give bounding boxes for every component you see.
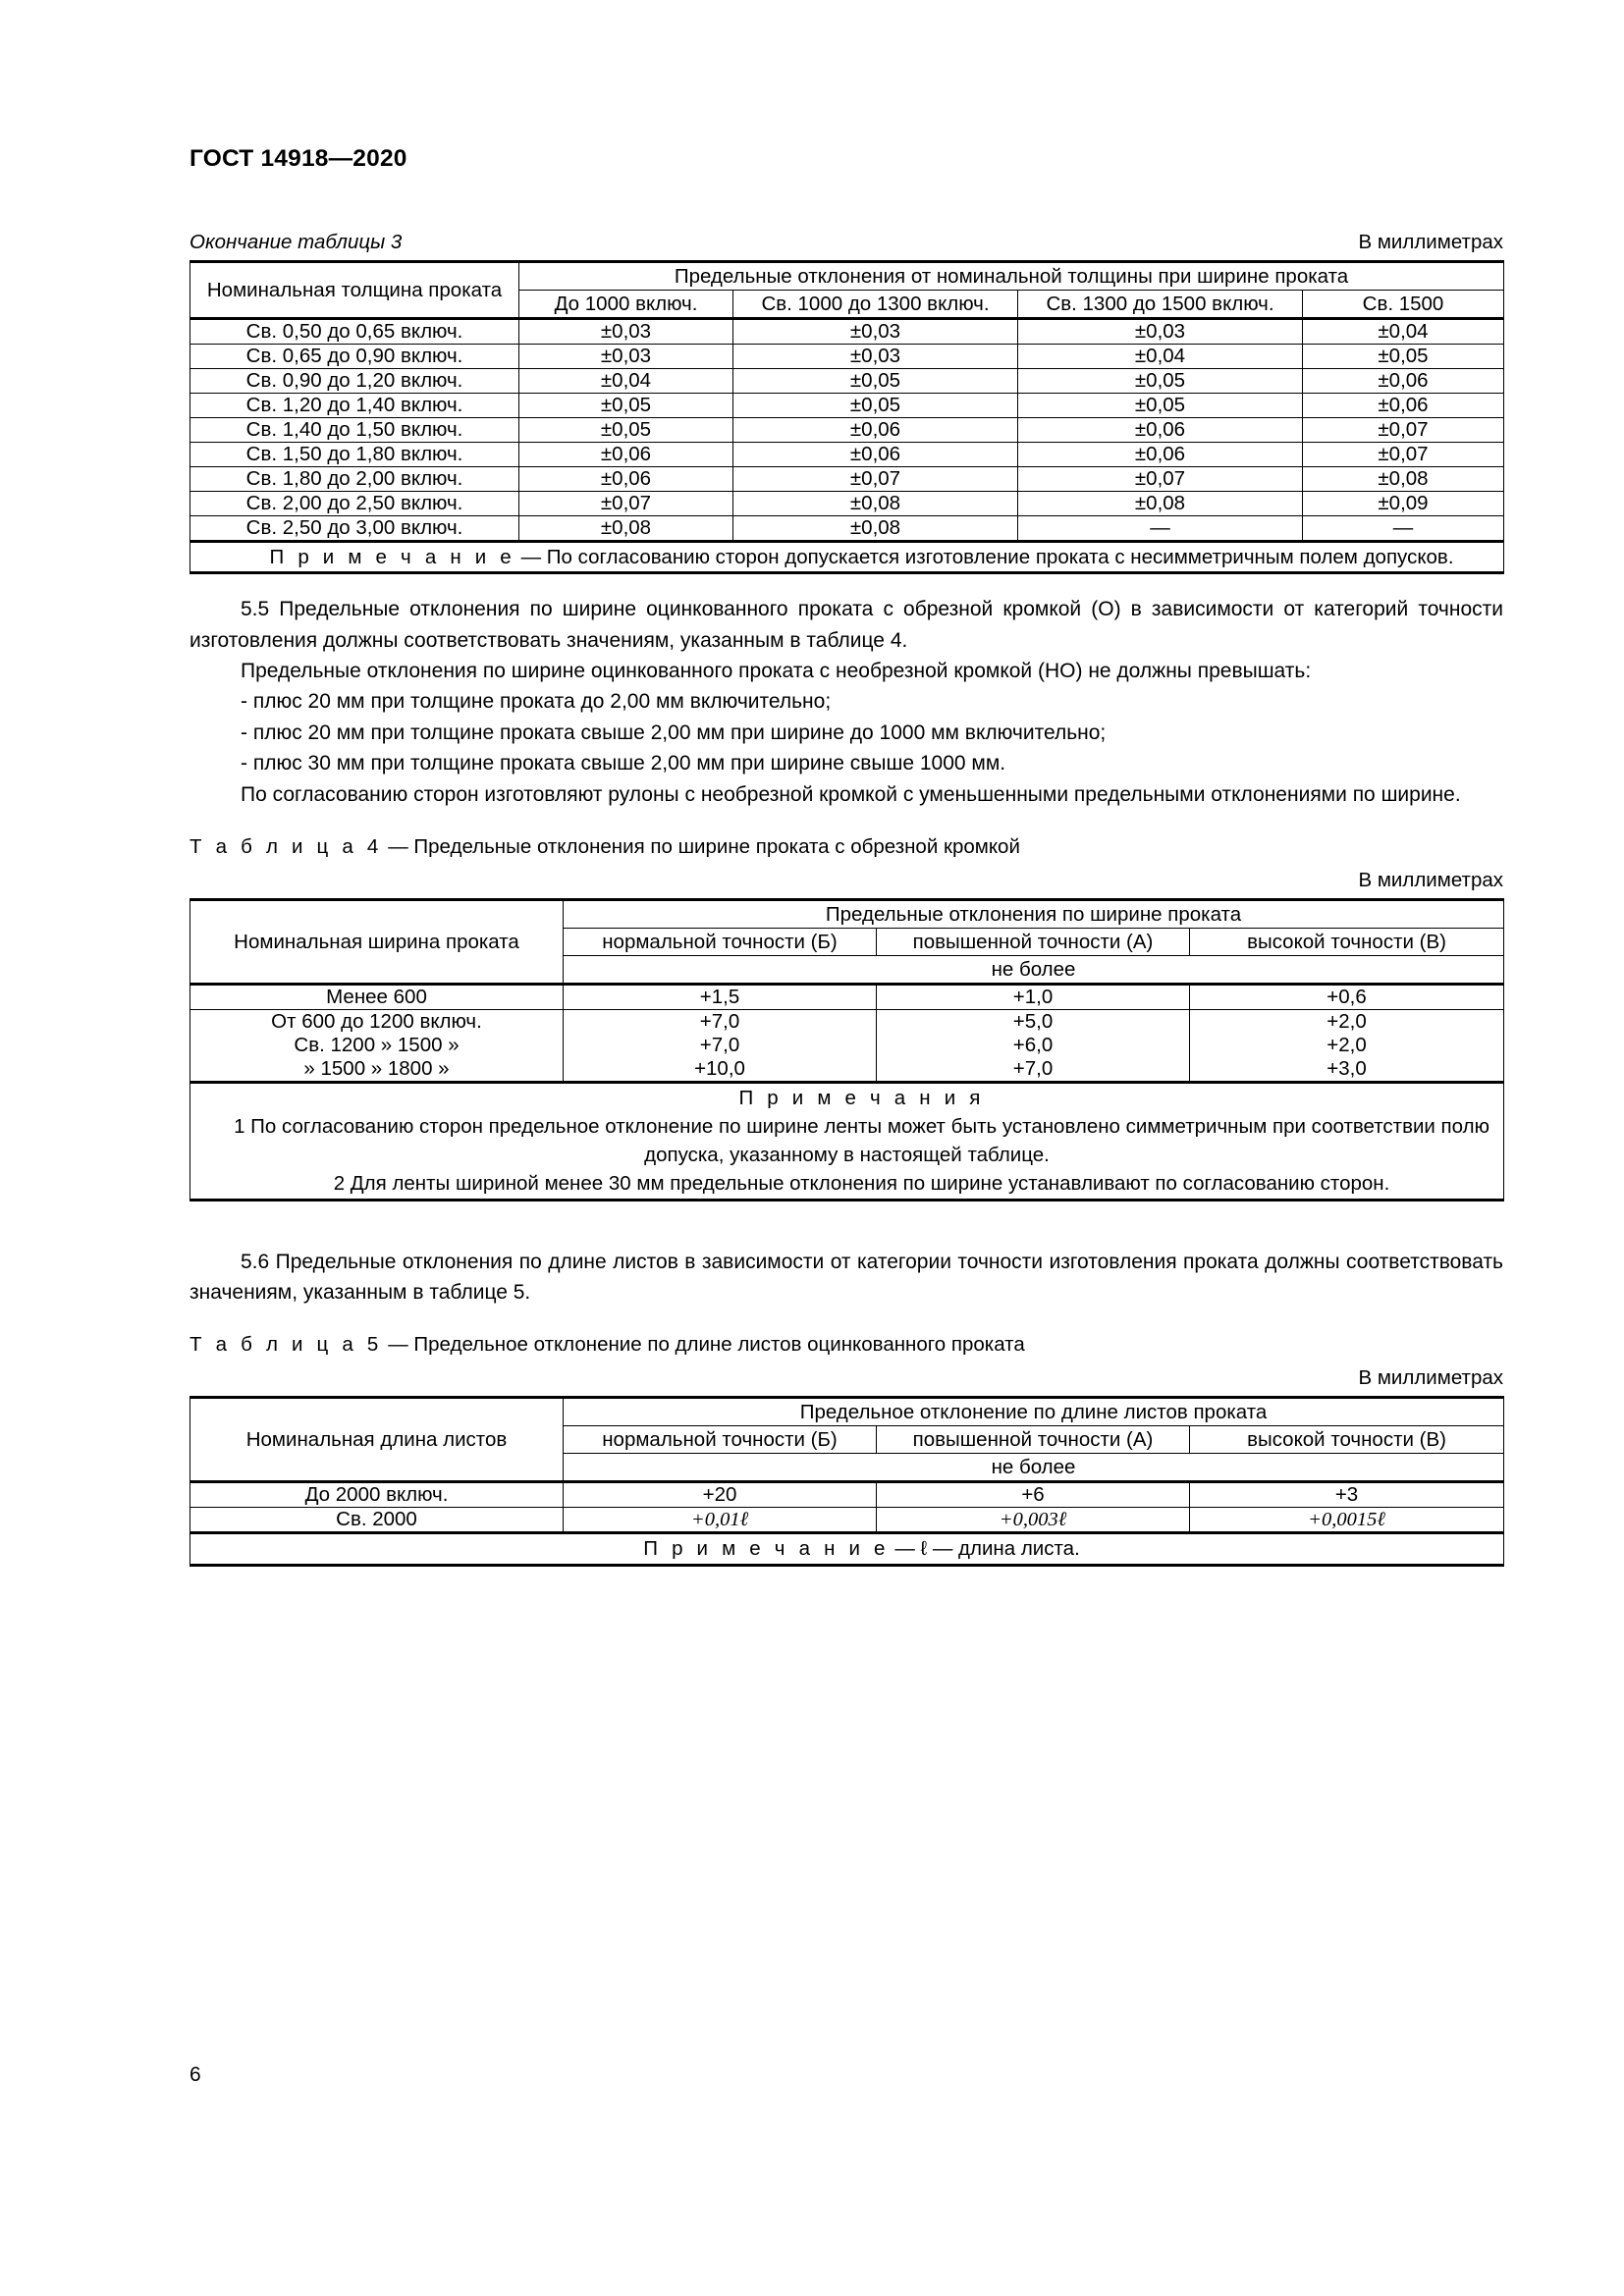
table5-wrapper <box>189 1396 1503 1566</box>
table4-caption <box>189 835 1503 859</box>
table-row <box>190 443 1504 467</box>
table-row <box>190 467 1504 492</box>
table3-row-label: Св. 0,90 до 1,20 включ. <box>190 369 519 394</box>
table5-row-label: Св. 2000 <box>190 1508 564 1533</box>
table3-cell: ±0,03 <box>733 319 1018 345</box>
list-item: - плюс 20 мм при толщине проката до 2,00 мм включительно; <box>241 690 832 714</box>
table-row <box>190 418 1504 443</box>
table4-cell: +0,6 <box>1190 985 1504 1010</box>
table3-cell: ±0,03 <box>1018 319 1303 345</box>
paragraph-5-6-text: 5.6 Предельные отклонения по длине листов в зависимости от категории точности изготовления проката должны соответствовать значениям, указанным в таблице 5. <box>189 1250 1503 1304</box>
table4-notes-row <box>190 1083 1504 1200</box>
paragraph-5-5-2 <box>189 656 1503 686</box>
table3-subheader: Св. 1000 до 1300 включ. <box>733 291 1018 319</box>
table3-cell: ±0,06 <box>733 443 1018 467</box>
paragraph-5-5 <box>189 594 1503 656</box>
table3-caption-row <box>189 231 1503 254</box>
table4-caption-text: — Предельные отклонения по ширине проката с обрезной кромкой <box>382 834 1020 858</box>
notes-label: П р и м е ч а н и я <box>738 1087 985 1110</box>
table-row <box>190 369 1504 394</box>
table3-subheader: Св. 1500 <box>1303 291 1504 319</box>
table3-wrapper <box>189 260 1503 574</box>
table4-header-row-1 <box>190 899 1504 928</box>
note-1: 1 По согласованию сторон предельное отклонение по ширине ленты может быть установлено симметричным при соответствии полю допуска, указанному в настоящей таблице. <box>234 1115 1489 1167</box>
table5-cell: +20 <box>564 1482 877 1508</box>
spacer <box>189 1201 1503 1247</box>
table3-cell: ±0,08 <box>1018 492 1303 516</box>
table3-cell: ±0,06 <box>519 467 733 492</box>
note-text: — ℓ — длина листа. <box>889 1537 1080 1561</box>
table3-cell: ±0,08 <box>733 516 1018 542</box>
table3-note-row <box>190 542 1504 573</box>
table4-caption-label: Т а б л и ц а 4 <box>189 834 383 858</box>
table4-cell: +1,5 <box>564 985 877 1010</box>
table3-subheader: До 1000 включ. <box>519 291 733 319</box>
table3-cell: ±0,06 <box>1018 443 1303 467</box>
table4-cell: +7,0 <box>564 1010 877 1035</box>
page-number: 6 <box>189 2063 201 2086</box>
table3-col1-header: Номинальная толщина проката <box>190 262 519 319</box>
table3-units: В миллиметрах <box>1358 231 1503 253</box>
table3-cell: ±0,04 <box>1303 319 1504 345</box>
table4-cell: +2,0 <box>1190 1034 1504 1057</box>
table4-cell: +7,0 <box>564 1034 877 1057</box>
note-label: П р и м е ч а н и е <box>643 1537 890 1561</box>
table3-subheader: Св. 1300 до 1500 включ. <box>1018 291 1303 319</box>
table3-caption: Окончание таблицы 3 <box>189 231 403 253</box>
table3-cell: ±0,08 <box>1303 467 1504 492</box>
table-row <box>190 1010 1504 1035</box>
table-row <box>190 1057 1504 1083</box>
table3-cell: ±0,05 <box>1018 369 1303 394</box>
table3-row-label: Св. 0,65 до 0,90 включ. <box>190 345 519 369</box>
table5-cell: +0,0015ℓ <box>1190 1508 1504 1533</box>
table4-wrapper <box>189 898 1503 1201</box>
table5-subheader: нормальной точности (Б) <box>564 1426 877 1454</box>
table5-caption <box>189 1333 1503 1357</box>
table3-row-label: Св. 2,50 до 3,00 включ. <box>190 516 519 542</box>
table5-limit-header: не более <box>564 1454 1504 1482</box>
table4-cell: +1,0 <box>877 985 1190 1010</box>
table4-subheader: повышенной точности (А) <box>877 928 1190 955</box>
table4-col1-header: Номинальная ширина проката <box>190 899 564 984</box>
table5-row-label: До 2000 включ. <box>190 1482 564 1508</box>
table3-cell: ±0,05 <box>1303 345 1504 369</box>
table4-row-label: От 600 до 1200 включ. <box>190 1010 564 1035</box>
table3-note <box>190 542 1504 573</box>
table3-row-label: Св. 1,20 до 1,40 включ. <box>190 394 519 418</box>
table3-cell: ±0,04 <box>1018 345 1303 369</box>
list-item: - плюс 30 мм при толщине проката свыше 2,00 мм при ширине свыше 1000 мм. <box>241 752 1006 775</box>
table3-cell: ±0,07 <box>733 467 1018 492</box>
table3-cell: ±0,03 <box>519 319 733 345</box>
table3-header-row-1 <box>190 262 1504 291</box>
table4-cell: +10,0 <box>564 1057 877 1083</box>
table5-note <box>190 1533 1504 1565</box>
table3-cell: ±0,03 <box>733 345 1018 369</box>
paragraph-5-5-3-text: По согласованию сторон изготовляют рулоны с необрезной кромкой с уменьшенными предельными отклонениями по ширине. <box>241 782 1461 806</box>
table5-span-header: Предельное отклонение по длине листов проката <box>564 1398 1504 1426</box>
table3-cell: ±0,05 <box>1018 394 1303 418</box>
table-row <box>190 492 1504 516</box>
table3-cell: — <box>1018 516 1303 542</box>
table4-cell: +2,0 <box>1190 1010 1504 1035</box>
paragraph-5-5-text: 5.5 Предельные отклонения по ширине оцинкованного проката с обрезной кромкой (О) в зависимости от категорий точности изготовления должны соответствовать значениям, указанным в таблице 4. <box>189 598 1503 652</box>
table-4 <box>189 898 1504 1201</box>
table5-cell: +3 <box>1190 1482 1504 1508</box>
page-title: ГОСТ 14918—2020 <box>189 145 407 172</box>
table3-cell: ±0,07 <box>1303 418 1504 443</box>
table3-row-label: Св. 1,40 до 1,50 включ. <box>190 418 519 443</box>
table-row <box>190 394 1504 418</box>
table5-col1-header: Номинальная длина листов <box>190 1398 564 1482</box>
table5-header-row-1 <box>190 1398 1504 1426</box>
table4-limit-header: не более <box>564 956 1504 985</box>
table3-span-header: Предельные отклонения от номинальной толщины при ширине проката <box>519 262 1504 291</box>
table3-cell: ±0,05 <box>733 369 1018 394</box>
table3-cell: ±0,06 <box>519 443 733 467</box>
table4-cell: +3,0 <box>1190 1057 1504 1083</box>
table3-cell: ±0,08 <box>519 516 733 542</box>
table4-units: В миллиметрах <box>1358 868 1503 891</box>
table3-cell: ±0,07 <box>1018 467 1303 492</box>
table5-note-row <box>190 1533 1504 1565</box>
table-row <box>190 319 1504 345</box>
table-row <box>190 985 1504 1010</box>
table3-cell: — <box>1303 516 1504 542</box>
page-content <box>189 0 1503 1567</box>
table4-subheader: высокой точности (В) <box>1190 928 1504 955</box>
note-label: П р и м е ч а н и е <box>269 546 515 569</box>
table3-cell: ±0,07 <box>519 492 733 516</box>
table5-caption-text: — Предельное отклонение по длине листов оцинкованного проката <box>382 1333 1025 1357</box>
table3-cell: ±0,03 <box>519 345 733 369</box>
note-text: — По согласованию сторон допускается изготовление проката с несимметричным полем допусков. <box>514 546 1454 569</box>
table5-caption-label: Т а б л и ц а 5 <box>189 1333 383 1357</box>
table3-cell: ±0,08 <box>733 492 1018 516</box>
paragraph-5-5-2-text: Предельные отклонения по ширине оцинкованного проката с необрезной кромкой (НО) не должны превышать: <box>241 659 1312 682</box>
table-row <box>190 516 1504 542</box>
table3-cell: ±0,06 <box>1018 418 1303 443</box>
table-5 <box>189 1396 1504 1566</box>
table5-cell: +0,003ℓ <box>877 1508 1190 1533</box>
table4-cell: +6,0 <box>877 1034 1190 1057</box>
table4-cell: +5,0 <box>877 1010 1190 1035</box>
table4-subheader: нормальной точности (Б) <box>564 928 877 955</box>
table3-row-label: Св. 1,50 до 1,80 включ. <box>190 443 519 467</box>
table3-cell: ±0,05 <box>733 394 1018 418</box>
table5-subheader: высокой точности (В) <box>1190 1426 1504 1454</box>
table4-row-label: Менее 600 <box>190 985 564 1010</box>
table-3 <box>189 260 1504 574</box>
table5-units: В миллиметрах <box>1358 1366 1503 1390</box>
paragraph-5-5-3 <box>189 779 1503 810</box>
table-row <box>190 1034 1504 1057</box>
table5-subheader: повышенной точности (А) <box>877 1426 1190 1454</box>
table3-cell: ±0,09 <box>1303 492 1504 516</box>
table3-cell: ±0,05 <box>519 394 733 418</box>
note-2: 2 Для ленты шириной менее 30 мм предельные отклонения по ширине устанавливают по согласованию сторон. <box>333 1172 1390 1196</box>
table5-cell: +6 <box>877 1482 1190 1508</box>
table3-cell: ±0,06 <box>1303 394 1504 418</box>
table4-notes <box>190 1083 1504 1200</box>
paragraph-5-6 <box>189 1247 1503 1308</box>
table-row <box>190 1482 1504 1508</box>
table3-row-label: Св. 0,50 до 0,65 включ. <box>190 319 519 345</box>
table3-cell: ±0,04 <box>519 369 733 394</box>
list-item: - плюс 20 мм при толщине проката свыше 2,00 мм при ширине до 1000 мм включительно; <box>241 721 1107 744</box>
table-row <box>190 1508 1504 1533</box>
table3-row-label: Св. 2,00 до 2,50 включ. <box>190 492 519 516</box>
table3-cell: ±0,06 <box>733 418 1018 443</box>
table3-cell: ±0,06 <box>1303 369 1504 394</box>
table3-cell: ±0,05 <box>519 418 733 443</box>
table4-row-label: Св. 1200 » 1500 » <box>190 1034 564 1057</box>
table4-span-header: Предельные отклонения по ширине проката <box>564 899 1504 928</box>
table5-cell: +0,01ℓ <box>564 1508 877 1533</box>
table3-cell: ±0,07 <box>1303 443 1504 467</box>
table-row <box>190 345 1504 369</box>
table3-row-label: Св. 1,80 до 2,00 включ. <box>190 467 519 492</box>
table4-row-label: » 1500 » 1800 » <box>190 1057 564 1083</box>
table4-cell: +7,0 <box>877 1057 1190 1083</box>
